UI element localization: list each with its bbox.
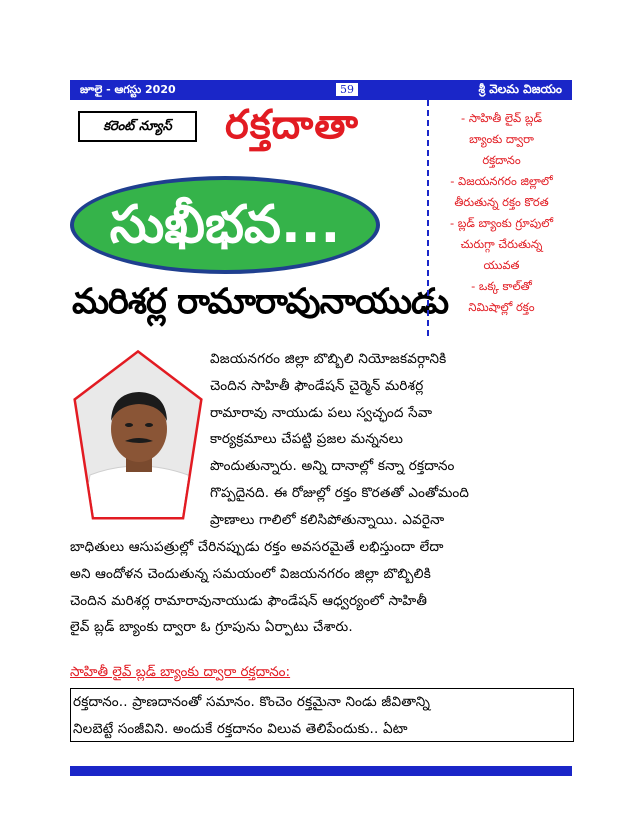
text-line: చెందిన మరిశర్ల రామారావునాయుడు ఫౌండేషన్ ఆధ్వర్యంలో సాహితీ (70, 592, 428, 609)
publication-name: శ్రీ వెలమ విజయం (478, 82, 562, 96)
text-line: గొప్పదైనది. ఈ రోజుల్లో రక్తం కొరతతో ఎంతోమంది (210, 484, 470, 501)
text-line: నిలబెట్టే సంజీవిని. అందుకే రక్తదానం విలువ తెలిపేందుకు.. ఏటా (73, 720, 408, 737)
highlight-item (429, 276, 574, 318)
article-paragraph-2 (70, 534, 572, 641)
highlight-line: యువత (483, 258, 520, 272)
footer-bar (70, 766, 572, 776)
issue-date: జూలై - ఆగస్టు 2020 (80, 83, 176, 96)
text-line: పొందుతున్నారు. అన్ని దానాల్లో కన్నా రక్తదానం (210, 458, 455, 475)
portrait-photo (70, 345, 207, 527)
sidebar-highlights (427, 100, 574, 336)
headline-ellipse-text: సుఖీభవ... (109, 195, 341, 255)
highlight-line: నిమిషాల్లో రక్తం (468, 300, 535, 314)
portrait-frame (70, 345, 207, 527)
page-number: 59 (336, 83, 358, 96)
highlight-line: - విజయనగరం జిల్లాలో (450, 174, 553, 188)
highlight-item (429, 171, 574, 213)
highlight-line: - ఒక్క కాల్‌తో (471, 279, 532, 293)
highlight-line: రక్తదానం (482, 153, 521, 167)
text-line: విజయనగరం జిల్లా బొబ్బిలి నియోజకవర్గానికి (210, 351, 447, 367)
highlight-item (429, 108, 574, 171)
article-box (70, 688, 574, 742)
article-subheading: సాహితీ లైవ్ బ్లడ్ బ్యాంకు ద్వారా రక్తదానం: (70, 664, 291, 680)
article-paragraph-1 (210, 346, 570, 534)
headline-ellipse (70, 176, 380, 274)
text-line: రామారావు నాయుడు పలు స్వచ్ఛంద సేవా (210, 404, 433, 421)
text-line: ప్రాణాలు గాలిలో కలిసిపోతున్నాయి. ఎవరైనా (210, 511, 445, 528)
text-line: కార్యక్రమాలు చేపట్టి ప్రజల మన్ననలు (210, 431, 404, 448)
highlight-line: - బ్లడ్ బ్యాంకు గ్రూపులో (449, 216, 554, 230)
headline-block (70, 100, 449, 336)
header-bar (70, 80, 572, 100)
section-tag: కరెంట్ న్యూస్ (78, 111, 197, 142)
text-line: రక్తదానం.. ప్రాణదానంతో సమానం. కొంచెం రక్తమైనా నిండు జీవితాన్ని (73, 694, 431, 710)
highlight-item (429, 213, 574, 276)
highlight-line: చురుగ్గా చేరుతున్న (460, 237, 543, 251)
text-line: బాధితులు ఆసుపత్రుల్లో చేరినప్పుడు రక్తం అవసరమైతే లభిస్తుందా లేదా (70, 539, 444, 555)
highlight-line: తీరుతున్న రక్తం కొరత (454, 195, 549, 209)
text-line: అని ఆందోళన చెందుతున్న సమయంలో విజయనగరం జిల్లా బొబ్బిలికి (70, 565, 431, 582)
headline-name: మరిశర్ల రామారావునాయుడు (72, 282, 449, 322)
highlight-line: బ్యాంకు ద్వారా (469, 132, 534, 146)
text-line: చెందిన సాహితీ ఫౌండేషన్ చైర్మెన్ మరిశర్ల (210, 377, 424, 394)
highlight-line: - సాహితీ లైవ్ బ్లడ్ (461, 111, 542, 125)
article-box-text (73, 689, 571, 743)
text-line: లైవ్ బ్లడ్ బ్యాంకు ద్వారా ఓ గ్రూపును ఏర్పాటు చేశారు. (70, 619, 353, 636)
headline-red: రక్తదాతా (225, 102, 359, 148)
